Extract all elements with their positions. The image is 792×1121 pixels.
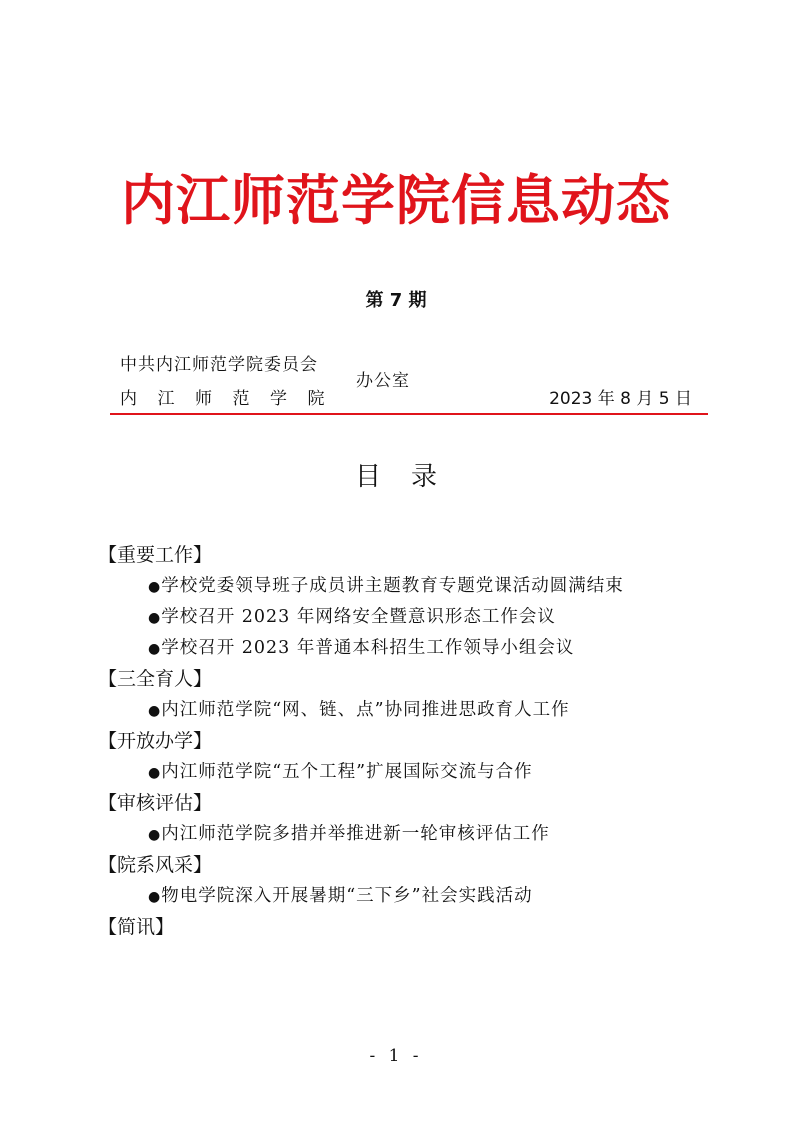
toc-item[interactable]: [98, 881, 738, 912]
toc-item-label: 内江师范学院“网、链、点”协同推进思政育人工作: [161, 700, 570, 720]
toc-item-label: 内江师范学院多措并举推进新一轮审核评估工作: [161, 824, 550, 844]
toc-section-heading: 【三全育人】: [98, 668, 213, 690]
bullet-icon: ●: [148, 765, 162, 781]
toc-section-heading: 【院系风采】: [98, 854, 213, 876]
toc-section-heading: 【开放办学】: [98, 730, 213, 752]
toc-item[interactable]: [98, 602, 738, 633]
toc-section-heading: 【重要工作】: [98, 544, 213, 566]
toc-item-label: 学校召开 2023 年网络安全暨意识形态工作会议: [161, 607, 556, 627]
bullet-icon: ●: [148, 641, 162, 657]
issue-number: 第 7 期: [365, 290, 427, 311]
toc-item[interactable]: [98, 757, 738, 788]
table-of-contents: [98, 540, 738, 943]
toc-item[interactable]: [98, 633, 738, 664]
bullet-icon: ●: [148, 610, 162, 626]
masthead-title: 内江师范学院信息动态: [121, 169, 671, 232]
toc-item[interactable]: [98, 695, 738, 726]
header-divider: [110, 413, 708, 415]
publisher-org-line2: 内江师范学院: [120, 389, 345, 409]
publish-date: 2023 年 8 月 5 日: [549, 389, 692, 409]
bullet-icon: ●: [148, 703, 162, 719]
publisher-office: 办公室: [356, 371, 410, 391]
toc-item-label: 学校党委领导班子成员讲主题教育专题党课活动圆满结束: [161, 576, 624, 596]
toc-item[interactable]: [98, 819, 738, 850]
toc-item-label: 学校召开 2023 年普通本科招生工作领导小组会议: [161, 638, 575, 658]
toc-item-label: 物电学院深入开展暑期“三下乡”社会实践活动: [161, 886, 533, 906]
toc-section-heading: 【简讯】: [98, 916, 175, 938]
publisher-org-line1: 中共内江师范学院委员会: [120, 355, 318, 375]
bullet-icon: ●: [148, 889, 162, 905]
toc-item-label: 内江师范学院“五个工程”扩展国际交流与合作: [161, 762, 533, 782]
page-number: - 1 -: [369, 1046, 423, 1066]
toc-title: 目录: [354, 462, 467, 492]
toc-section-heading: 【审核评估】: [98, 792, 213, 814]
toc-item[interactable]: [98, 571, 738, 602]
bullet-icon: ●: [148, 827, 162, 843]
bullet-icon: ●: [148, 579, 162, 595]
